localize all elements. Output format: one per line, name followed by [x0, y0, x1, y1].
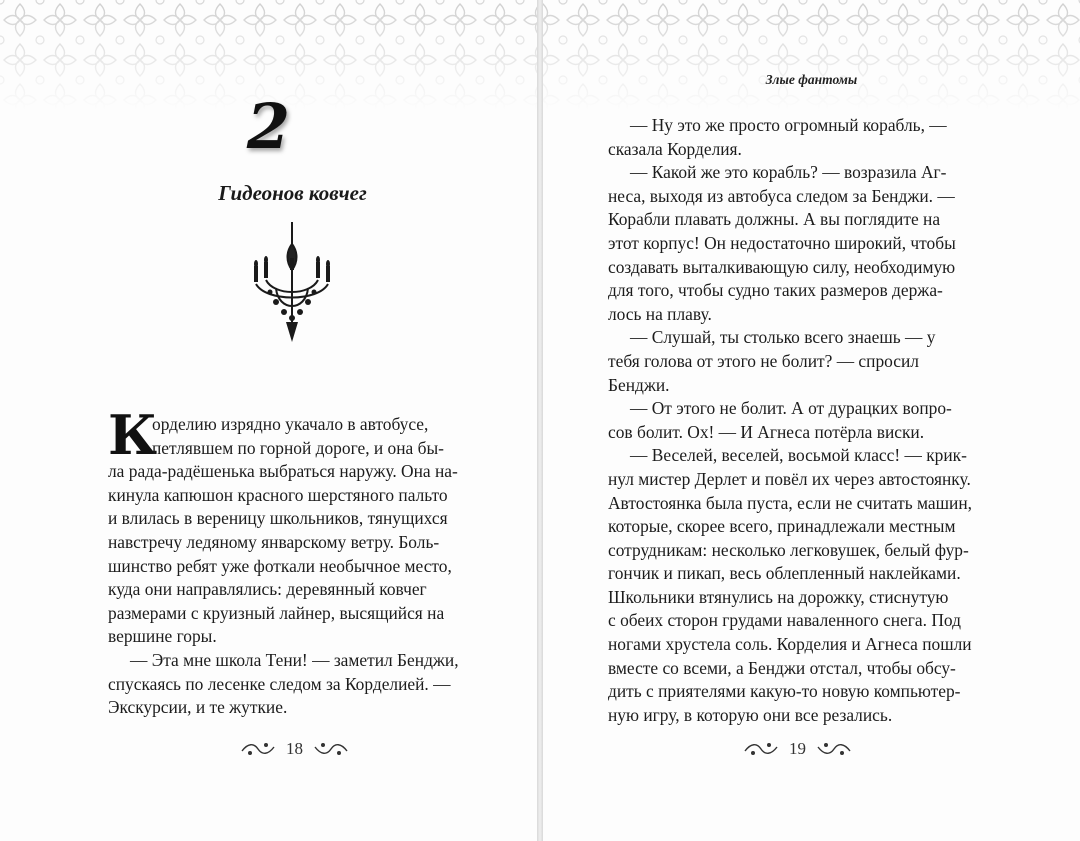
text-line: для того, чтобы судно таких размеров держа- [608, 280, 943, 301]
left-page [0, 0, 537, 841]
flourish-icon [240, 739, 276, 759]
page-number: 18 [286, 739, 303, 758]
text-line: кинула капюшон красного шерстяного пальто [108, 484, 448, 505]
chandelier-icon [246, 222, 338, 344]
text-line: ногами хрустела соль. Корделия и Агнеса пошли [608, 634, 972, 655]
right-page-text [608, 114, 970, 727]
text-line: размерами с круизный лайнер, высящийся на [108, 602, 445, 623]
text-line: — Ну это же просто огромный корабль, — [630, 115, 947, 135]
text-line: Школьники втянулись на дорожку, стиснутую [608, 586, 949, 607]
text-line: Экскурсии, и те жуткие. [108, 697, 288, 718]
text-line: с обеих сторон грудами наваленного снега. Под [608, 610, 961, 631]
text-line: Бенджи. [608, 374, 670, 395]
text-line: — Слушай, ты столько всего знаешь — у [630, 327, 936, 348]
text-line: сов болит. Ох! — И Агнеса потёрла виски. [608, 421, 925, 442]
text-line: навстречу ледяному январскому ветру. Боль- [108, 531, 440, 552]
page-footer-right [743, 737, 852, 761]
chapter-number: 2 [246, 90, 291, 163]
text-line: сотрудникам: несколько легковушек, белый фур- [608, 539, 969, 560]
chapter-title: Гидеонов ковчег [218, 181, 367, 205]
text-line: ную игру, в которую они все резались. [608, 704, 893, 725]
text-line: дить с приятелями какую-то новую компьютер- [608, 681, 961, 702]
page-number: 19 [789, 739, 806, 758]
text-line: вершине горы. [108, 626, 217, 647]
text-line: спускаясь по лесенке следом за Корделией. — [108, 673, 451, 694]
flourish-icon [816, 739, 852, 759]
text-line: орделию изрядно укачало в автобусе, [152, 414, 429, 434]
text-line: лось на плаву. [608, 303, 712, 324]
text-line: гончик и пикап, весь облепленный наклейками. [608, 563, 961, 584]
text-line: нул мистер Дерлет и повёл их через автостоянку. [608, 468, 971, 489]
drop-cap: К [108, 403, 158, 467]
text-line: — Эта мне школа Тени! — заметил Бенджи, [130, 649, 459, 670]
text-line: и влилась в вереницу школьников, тянущихся [108, 508, 448, 529]
text-line: создавать выталкивающую силу, необходимую [608, 256, 956, 277]
page-footer-left [240, 737, 349, 761]
text-line: этот корпус! Он недостаточно широкий, чтобы [608, 232, 956, 253]
flourish-icon [313, 739, 349, 759]
text-line: сказала Корделия. [608, 138, 742, 159]
text-line: Автостоянка была пуста, если не считать машин, [608, 492, 972, 513]
running-head: Злые фантомы [765, 72, 858, 87]
left-page-text [108, 413, 470, 720]
text-line: куда они направлялись: деревянный ковчег [108, 579, 427, 600]
text-line: неса, выходя из автобуса следом за Бенджи. — [608, 185, 955, 206]
header-lace-pattern [543, 0, 1080, 110]
text-line: — От этого не болит. А от дурацких вопро- [630, 398, 952, 419]
text-line: — Какой же это корабль? — возразила Аг- [630, 162, 947, 183]
text-line: шинство ребят уже фоткали необычное место, [108, 555, 452, 576]
text-line: петлявшем по горной дороге, и она бы- [152, 437, 444, 458]
text-line: которые, скорее всего, принадлежали местным [608, 516, 956, 537]
text-line: ла рада-радёшенька выбраться наружу. Она на- [108, 461, 458, 482]
text-line: тебя голова от этого не болит? — спросил [608, 350, 919, 371]
text-line: — Веселей, веселей, восьмой класс! — крик- [630, 445, 967, 466]
flourish-icon [743, 739, 779, 759]
text-line: Корабли плавать должны. А вы поглядите на [608, 209, 941, 230]
text-line: вместе со всеми, а Бенджи отстал, чтобы обсу- [608, 657, 956, 678]
